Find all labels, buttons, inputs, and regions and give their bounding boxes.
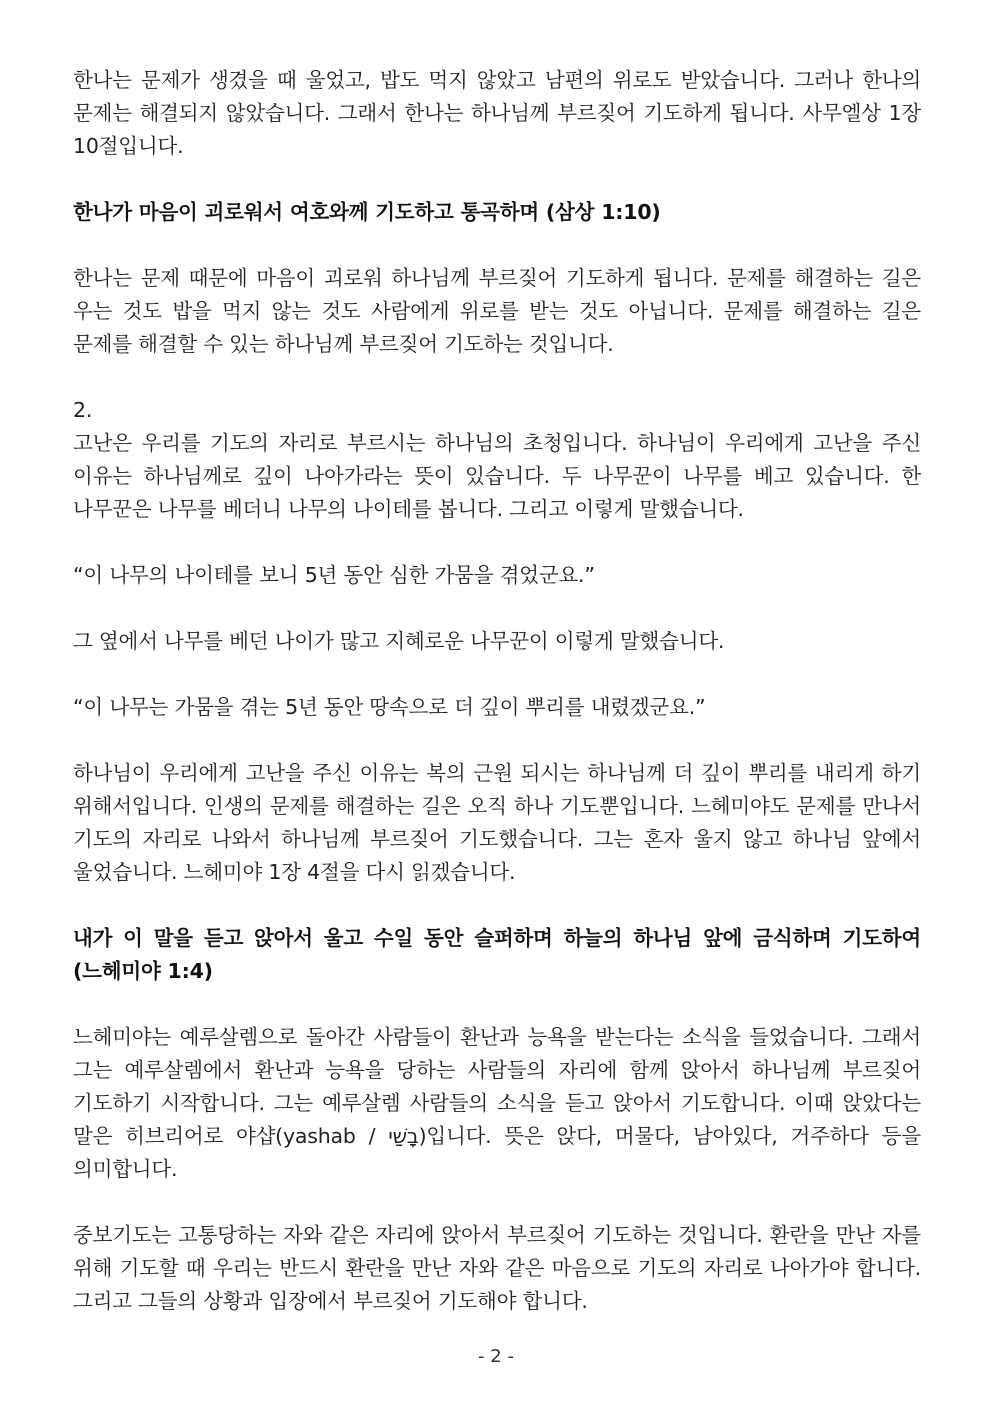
paragraph-spacer [73, 658, 921, 691]
scripture-quote-1samuel: 한나가 마음이 괴로워서 여호와께 기도하고 통곡하며 (삼상 1:10) [73, 200, 661, 224]
paragraph-hannah-prayer: 한나는 문제 때문에 마음이 괴로워 하나님께 부르짖어 기도하게 됩니다. 문제를 해결하는 길은 우는 것도 밥을 먹지 않는 것도 사람에게 위로를 받는 것도 아닙니다. 문제를 해결하는 길은 문제를 해결할 수 있는 하나님께 부르짖어 기도하는 것입니다. [73, 266, 921, 356]
paragraph-suffering-invitation: 고난은 우리를 기도의 자리로 부르시는 하나님의 초청입니다. 하나님이 우리에게 고난을 주신 이유는 하나님께로 깊이 나아가라는 뜻이 있습니다. 두 나무꾼이 나무를 베고 있습니다. 한 나무꾼은 나무를 베더니 나무의 나이테를 봅니다. 그리고 이렇게 말했습니다. [73, 431, 921, 521]
paragraph-spacer [73, 163, 921, 196]
quote-first-woodcutter: “이 나무의 나이테를 보니 5년 동안 심한 가뭄을 겪었군요.” [73, 563, 595, 587]
paragraph-intercessory-prayer: 중보기도는 고통당하는 자와 같은 자리에 앉아서 부르짖어 기도하는 것입니다. 환란을 만난 자를 위해 기도할 때 우리는 반드시 환란을 만난 자와 같은 마음으로 기도의 자리로 나아가야 합니다. 그리고 그들의 상황과 입장에서 부르짖어 기도해야 합니다. [73, 1223, 921, 1313]
paragraph-spacer [73, 526, 921, 559]
section-number: 2. [73, 398, 93, 422]
paragraph-spacer [73, 229, 921, 262]
paragraph-hannah-crying: 한나는 문제가 생겼을 때 울었고, 밥도 먹지 않았고 남편의 위로도 받았습니다. 그러나 한나의 문제는 해결되지 않았습니다. 그래서 한나는 하나님께 부르짖어 기도하게 됩니다. 사무엘상 1장 10절입니다. [73, 68, 921, 158]
quote-second-woodcutter: “이 나무는 가뭄을 겪는 5년 동안 땅속으로 더 깊이 뿌리를 내렸겠군요.” [73, 695, 706, 719]
page-number: - 2 - [478, 1346, 514, 1367]
paragraph-spacer [73, 889, 921, 922]
paragraph-nehemiah-sat: 느헤미야는 예루살렘으로 돌아간 사람들이 환난과 능욕을 받는다는 소식을 들었습니다. 그래서 그는 예루살렘에서 환난과 능욕을 당하는 사람들의 자리에 함께 앉아서 하나님께 부르짖어 기도하기 시작합니다. 그는 예루살렘 사람들의 소식을 듣고 앉아서 기도합니다. 이때 앉았다는 말은 히브리어로 야샵(yashab / בָשַׁי)입니다. 뜻은 앉다, 머물다, 남아있다, 거주하다 등을 의미합니다. [73, 1025, 921, 1181]
document-body [73, 64, 921, 1318]
scripture-quote-nehemiah: 내가 이 말을 듣고 앉아서 울고 수일 동안 슬퍼하며 하늘의 하나님 앞에 금식하며 기도하여 (느헤미야 1:4) [73, 926, 921, 983]
paragraph-spacer [73, 988, 921, 1021]
paragraph-spacer [73, 1186, 921, 1219]
paragraph-spacer [73, 592, 921, 625]
paragraph-spacer [73, 724, 921, 757]
paragraph-second-woodcutter: 그 옆에서 나무를 베던 나이가 많고 지혜로운 나무꾼이 이렇게 말했습니다. [73, 629, 725, 653]
paragraph-spacer [73, 361, 921, 394]
paragraph-deeper-roots: 하나님이 우리에게 고난을 주신 이유는 복의 근원 되시는 하나님께 더 깊이 뿌리를 내리게 하기 위해서입니다. 인생의 문제를 해결하는 길은 오직 하나 기도뿐입니다. 느헤미야도 문제를 만나서 기도의 자리로 나와서 하나님께 부르짖어 기도했습니다. 그는 혼자 울지 않고 하나님 앞에서 울었습니다. 느헤미야 1장 4절을 다시 읽겠습니다. [73, 761, 921, 884]
